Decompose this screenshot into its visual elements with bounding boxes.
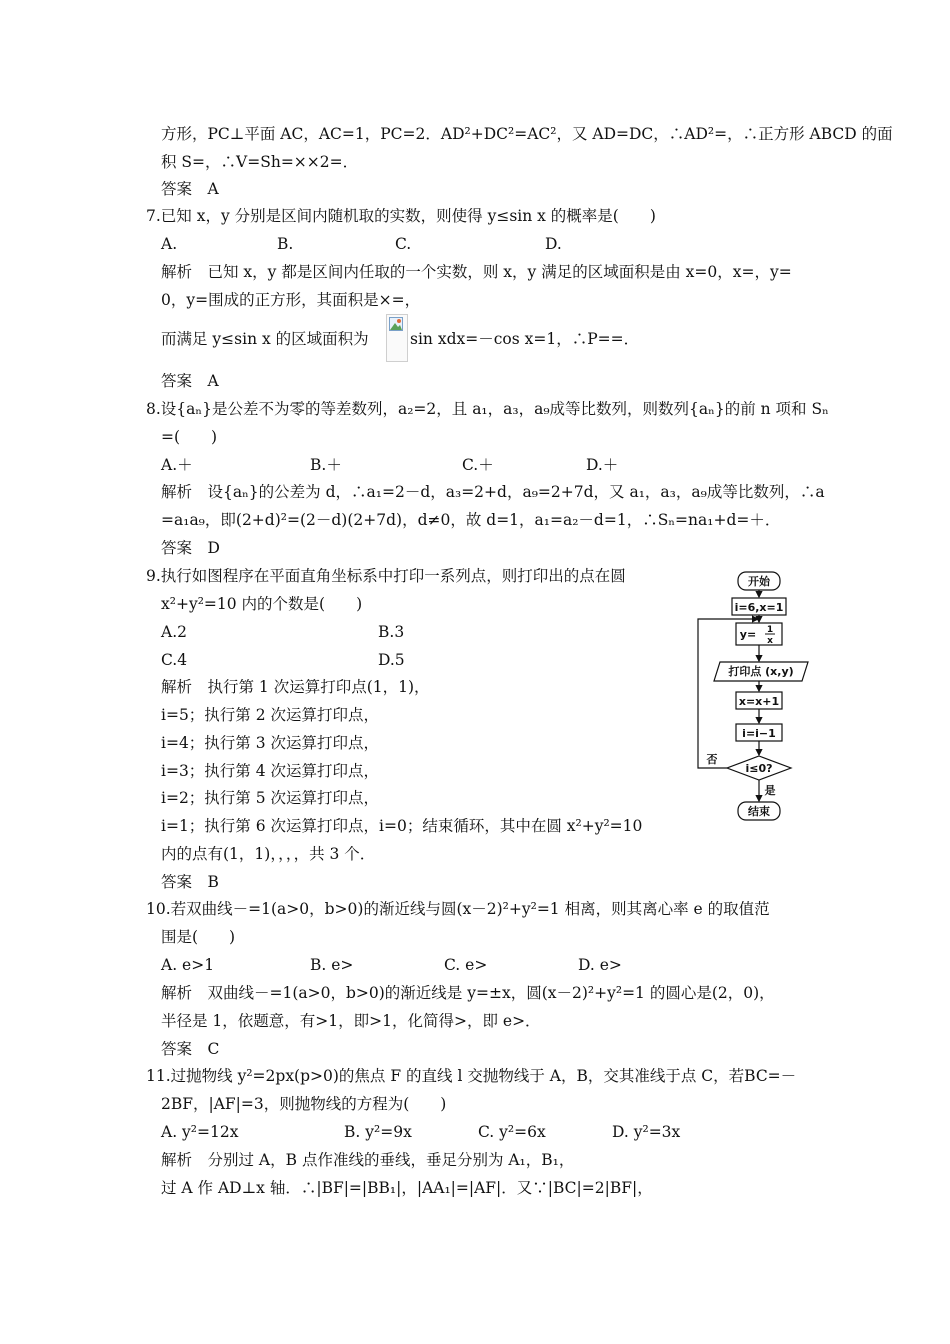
text-line: 积 S=，∴V=Sh=××2=．: [161, 153, 359, 171]
text-line: i=1；执行第 6 次运算打印点，i=0；结束循环，其中在圆 x²+y²=10: [161, 817, 643, 835]
option-c: C.: [395, 235, 412, 253]
option-d: D. e>: [578, 956, 622, 974]
analysis-line: 解析 双曲线－=1(a>0，b>0)的渐近线是 y=±x，圆(x－2)²+y²=1 的圆心是(2，0)，: [161, 984, 775, 1002]
text-line: 内的点有(1，1)，，，，共 3 个．: [161, 845, 376, 863]
start-label: 开始: [748, 575, 770, 588]
option-b: B. y²=9x: [344, 1123, 412, 1141]
text-line: i=2；执行第 5 次运算打印点，: [161, 789, 380, 807]
option-c: C. y²=6x: [478, 1123, 546, 1141]
text-line: 方形，PC⊥平面 AC，AC=1，PC=2．AD²+DC²=AC²，又 AD=DC，∴AD²=，∴正方形 ABCD 的面: [161, 125, 893, 143]
option-d: D.: [545, 235, 562, 253]
answer-line: 答案 D: [161, 539, 220, 557]
option-b: B.: [277, 235, 294, 253]
text-line: i=5；执行第 2 次运算打印点，: [161, 706, 380, 724]
answer-line: 答案 A: [161, 180, 219, 198]
text-line: 围是( ): [161, 928, 236, 946]
fraction-numerator: 1: [766, 625, 774, 635]
option-a: A.＋: [161, 456, 193, 474]
print-label: 打印点 (x,y): [728, 665, 794, 678]
broken-image-placeholder: [386, 314, 408, 362]
text-line: =a₁a₉，即(2+d)²=(2－d)(2+7d)，d≠0，故 d=1，a₁=a₂－d=1，∴Sₙ=na₁+d=＋．: [161, 511, 781, 529]
analysis-line: 解析 分别过 A，B 点作准线的垂线，垂足分别为 A₁，B₁，: [161, 1151, 575, 1169]
option-a: A. y²=12x: [161, 1123, 239, 1141]
end-label: 结束: [748, 805, 770, 818]
option-d: D.＋: [586, 456, 619, 474]
analysis-line: 解析 执行第 1 次运算打印点(1，1)，: [161, 678, 430, 696]
question-10: 10.若双曲线－=1(a>0，b>0)的渐近线与圆(x－2)²+y²=1 相离，则其离心率 e 的取值范: [146, 900, 770, 918]
text-line: 而满足 y≤sin x 的区域面积为: [161, 330, 369, 348]
question-11: 11.过抛物线 y²=2px(p>0)的焦点 F 的直线 l 交抛物线于 A，B，交其准线于点 C，若BC=－: [146, 1067, 797, 1085]
option-a: A. e>1: [161, 956, 215, 974]
text-line: x²+y²=10 内的个数是( ): [161, 595, 363, 613]
option-c: C.4: [161, 651, 188, 669]
option-b: B. e>: [310, 956, 354, 974]
analysis-line: 解析 设{aₙ}的公差为 d，∴a₁=2－d，a₃=2+d，a₉=2+7d，又 a₁，a₃，a₉成等比数列，∴a: [161, 483, 825, 501]
condition-label: i≤0?: [745, 762, 773, 775]
text-line: 过 A 作 AD⊥x 轴．∴|BF|=|BB₁|，|AA₁|=|AF|．又∵|BC|=2|BF|，: [161, 1179, 653, 1197]
question-9: 9.执行如图程序在平面直角坐标系中打印一系列点，则打印出的点在圆: [146, 567, 626, 585]
question-8: 8.设{aₙ}是公差不为零的等差数列，a₂=2，且 a₁，a₃，a₉成等比数列，则数列{aₙ}的前 n 项和 Sₙ: [146, 400, 829, 418]
inc-x-label: x=x+1: [738, 695, 780, 708]
answer-line: 答案 B: [161, 873, 219, 891]
option-b: B.3: [378, 623, 405, 641]
yes-label: 是: [764, 784, 776, 797]
loop-back-arrow: [698, 619, 758, 768]
text-line: i=3；执行第 4 次运算打印点，: [161, 762, 380, 780]
analysis-line: 解析 已知 x，y 都是区间内任取的一个实数，则 x，y 满足的区域面积是由 x=0，x=，y=: [161, 263, 792, 281]
text-line: 半径是 1，依题意，有>1，即>1，化简得>，即 e>．: [161, 1012, 541, 1030]
init-label: i=6,x=1: [734, 601, 784, 614]
answer-line: 答案 C: [161, 1040, 220, 1058]
option-a: A.2: [161, 623, 187, 641]
option-b: B.＋: [310, 456, 342, 474]
text-line: 0，y=围成的正方形，其面积是×=，: [161, 291, 421, 309]
text-line: =( ): [161, 428, 218, 446]
text-line: i=4；执行第 3 次运算打印点，: [161, 734, 380, 752]
answer-line: 答案 A: [161, 372, 219, 390]
broken-image-icon: [389, 317, 403, 331]
question-7: 7.已知 x，y 分别是区间内随机取的实数，则使得 y≤sin x 的概率是( ): [146, 207, 656, 225]
fraction-denominator: x: [767, 636, 773, 646]
assign-y-label: y=: [739, 628, 757, 641]
option-a: A.: [161, 235, 178, 253]
no-label: 否: [706, 753, 718, 766]
option-c: C. e>: [444, 956, 488, 974]
dec-i-label: i=i−1: [742, 727, 776, 740]
option-c: C.＋: [462, 456, 494, 474]
text-line: sin xdx=－cos x=1，∴P==．: [410, 330, 640, 348]
option-d: D. y²=3x: [612, 1123, 681, 1141]
option-d: D.5: [378, 651, 405, 669]
flowchart: [690, 565, 820, 825]
text-line: 2BF，|AF|=3，则抛物线的方程为( ): [161, 1095, 447, 1113]
